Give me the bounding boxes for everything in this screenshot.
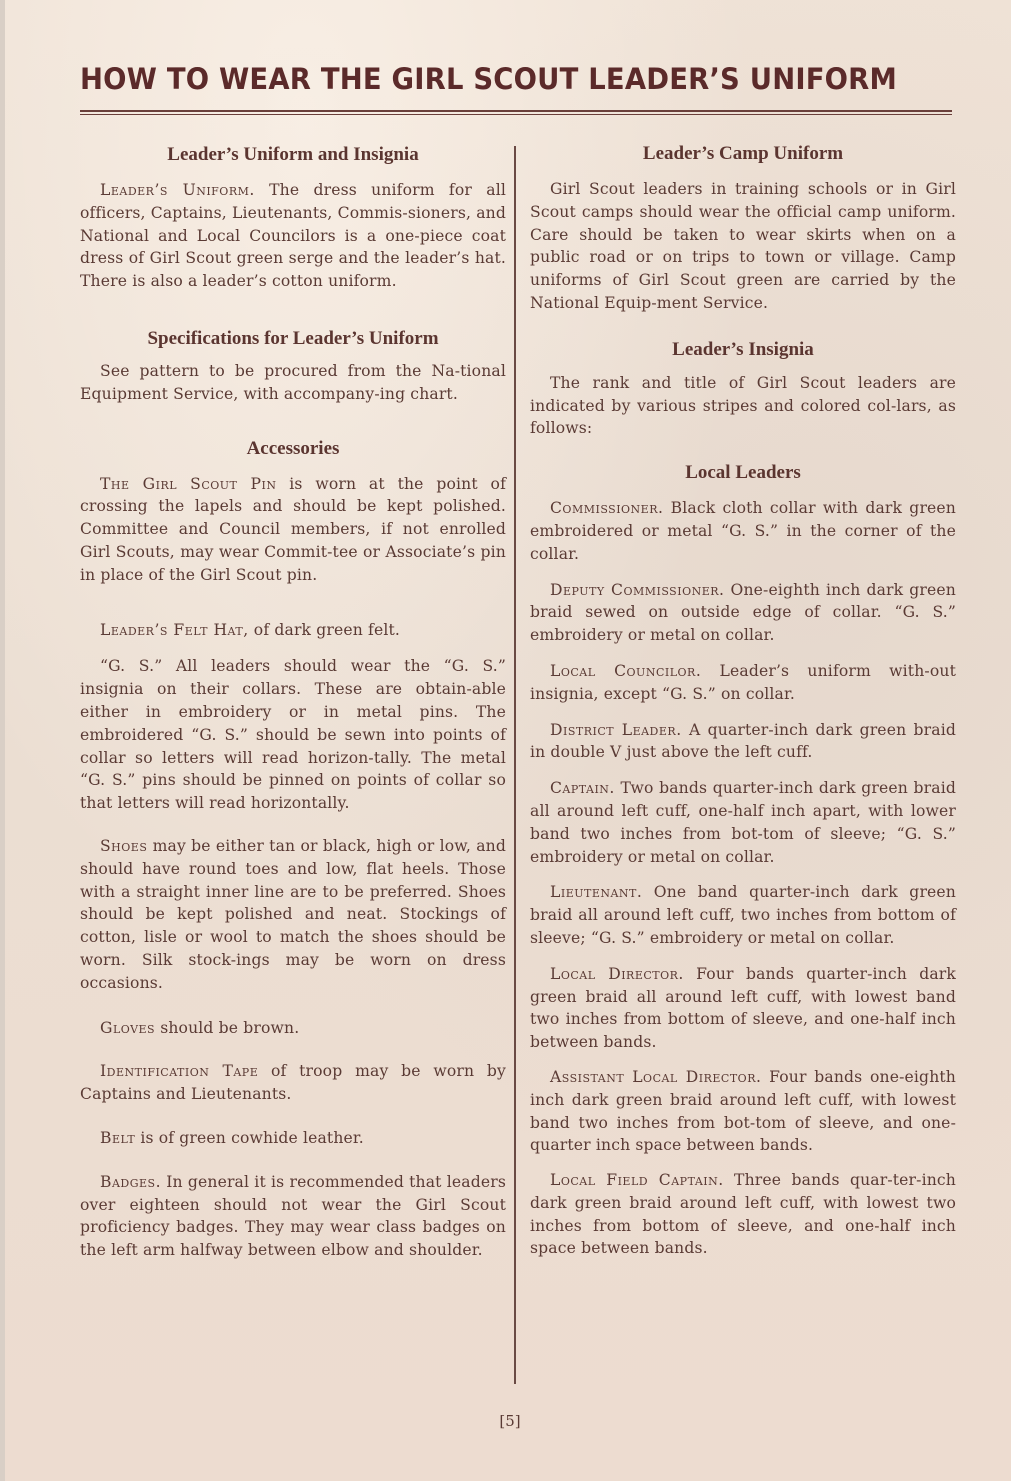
paragraph-text: is of green cowhide leather. (135, 1128, 364, 1147)
paragraph-text: Two bands quarter-inch dark green braid all around left cuff, one-half inch apart, with lower band two inches from bot-tom of sleeve; “G. S.” embroidery or metal on collar. (530, 779, 956, 866)
run-in-heading: Local Director. (550, 964, 684, 983)
paragraph-commissioner (530, 497, 956, 565)
paragraph-text: of dark green felt. (248, 620, 401, 639)
run-in-heading: Belt (100, 1128, 136, 1147)
paragraph-belt (80, 1127, 506, 1150)
paragraph-shoes (80, 835, 506, 995)
section-heading-accessories: Accessories (246, 437, 340, 459)
section-heading-specifications: Specifications for Leader’s Uniform (147, 327, 439, 349)
paragraph-text: The dress uniform for all officers, Captains, Lieutenants, Commis-sioners, and National and Local Councilors is a one-piece coat dress of Girl Scout green serge and the leader’s hat. There is also a leader’s cotton uniform. (80, 181, 506, 291)
page-number: [5] (499, 1412, 521, 1430)
paragraph-text: Four bands one-eighth inch dark green braid around left cuff, with lowest band two inches from bot-tom of sleeve, and one-quarter inch space between bands. (530, 1067, 956, 1155)
paragraph-insignia-intro: The rank and title of Girl Scout leaders are indicated by various stripes and colored col-lars, as follows: (530, 373, 956, 438)
paragraph-text: of troop may be worn by Captains and Lieutenants. (80, 1062, 506, 1104)
run-in-heading: Identification Tape (100, 1062, 259, 1081)
paragraph-assistant-local-director (530, 1066, 956, 1157)
run-in-heading: Captain. (550, 779, 615, 798)
run-in-heading: Shoes (100, 836, 148, 855)
run-in-heading: Leader’s Uniform. (100, 181, 255, 199)
paragraph-text: In general it is recommended that leaders over eighteen should not wear the Girl Scout proficiency badges. They may wear class badges on the left arm halfway between elbow and shoulder. (80, 1172, 506, 1260)
paragraph-lieutenant (530, 881, 956, 949)
run-in-heading: Deputy Commissioner. (550, 580, 725, 599)
left-column (80, 140, 506, 1262)
run-in-heading: Local Field Captain. (550, 1171, 724, 1190)
run-in-heading: Local Councilor. (550, 661, 702, 680)
paragraph-gs-insignia (80, 655, 506, 815)
paragraph-text: One-eighth inch dark green braid sewed on outside edge of collar. “G. S.” embroidery or metal on collar. (530, 580, 956, 645)
paragraph-text: A quarter-inch dark green braid in double V just above the left cuff. (530, 720, 956, 762)
paragraph-text: All leaders should wear the “G. S.” insignia on their collars. These are obtain-able either in embroidery or in metal pins. The embroidered “G. S.” should be sewn into points of collar so letters will read horizon-tally. The metal “G. S.” pins should be pinned on points of collar so that letters will read horizontally. (80, 657, 506, 813)
paragraph-specifications: See pattern to be procured from the Na-tional Equipment Service, with accompany-ing chart. (80, 361, 506, 403)
paragraph-text: Three bands quar-ter-inch dark green braid around left cuff, with lowest two inches from bottom of sleeve, and one-half inch space between bands. (530, 1171, 956, 1258)
title-double-rule (80, 110, 952, 115)
section-heading-leaders-insignia: Leader’s Insignia (672, 338, 814, 360)
run-in-heading: District Leader. (550, 720, 682, 739)
run-in-heading: Assistant Local Director. (550, 1067, 762, 1086)
run-in-heading: “G. S.” (100, 657, 163, 676)
paragraph-text: may be either tan or black, high or low, and should have round toes and low, flat heels. Those with a straight inner line are to be preferred. Shoes should be kept polished and neat. Stockings of cotton, lisle or wool to match the shoes should be worn. Silk stock-ings may be worn on dress occasions. (80, 836, 506, 992)
page-title: HOW TO WEAR THE GIRL SCOUT LEADER’S UNIFORM (80, 62, 897, 96)
run-in-heading: Gloves (100, 1018, 156, 1037)
run-in-heading: Leader’s Felt Hat, (100, 620, 249, 639)
paragraph-badges (80, 1171, 506, 1262)
paragraph-deputy-commissioner (530, 579, 956, 647)
paragraph-camp-uniform: Girl Scout leaders in training schools or in Girl Scout camps should wear the official camp uniform. Care should be taken to wear skirts when on a public road or on trips to town or village. Camp uniforms of Girl Scout green are carried by the National Equip-ment Service. (530, 180, 956, 312)
run-in-heading: Commissioner. (550, 499, 664, 518)
paragraph-district-leader (530, 719, 956, 765)
section-heading-local-leaders: Local Leaders (685, 462, 801, 484)
page-edge (0, 0, 5, 1481)
paragraph-local-field-captain (530, 1169, 956, 1260)
column-divider (514, 146, 516, 1384)
run-in-heading: Lieutenant. (550, 883, 643, 902)
paragraph-text: Four bands quarter-inch dark green braid all around left cuff, with lowest band two inches from bottom of sleeve, and one-half inch between bands. (530, 964, 956, 1052)
right-column (530, 140, 956, 1260)
section-heading-uniform-insignia: Leader’s Uniform and Insignia (167, 144, 419, 165)
paragraph-text: One band quarter-inch dark green braid all around left cuff, two inches from bottom of sleeve; “G. S.” embroidery or metal on collar. (530, 883, 956, 947)
paragraph-felt-hat (80, 619, 506, 642)
paragraph-local-director (530, 963, 956, 1054)
run-in-heading: Badges. (100, 1172, 162, 1191)
paragraph-identification-tape (80, 1060, 506, 1106)
paragraph-text: Black cloth collar with dark green embroidered or metal “G. S.” in the corner of the collar. (530, 499, 956, 563)
paragraph-text: Leader’s uniform with-out insignia, except “G. S.” on collar. (530, 661, 956, 703)
paragraph-text: should be brown. (155, 1018, 300, 1037)
paragraph-local-councilor (530, 660, 956, 706)
paragraph-gloves (80, 1017, 506, 1040)
paragraph-captain (530, 777, 956, 868)
paragraph-text: is worn at the point of crossing the lapels and should be kept polished. Committee and Council members, if not enrolled Girl Scouts, may wear Commit-tee or Associate’s pin in place of the Girl Scout pin. (80, 474, 506, 584)
paragraph-leaders-uniform (80, 179, 506, 293)
run-in-heading: The Girl Scout Pin (100, 474, 277, 493)
paragraph-girl-scout-pin (80, 473, 506, 587)
section-heading-camp-uniform: Leader’s Camp Uniform (642, 143, 844, 164)
